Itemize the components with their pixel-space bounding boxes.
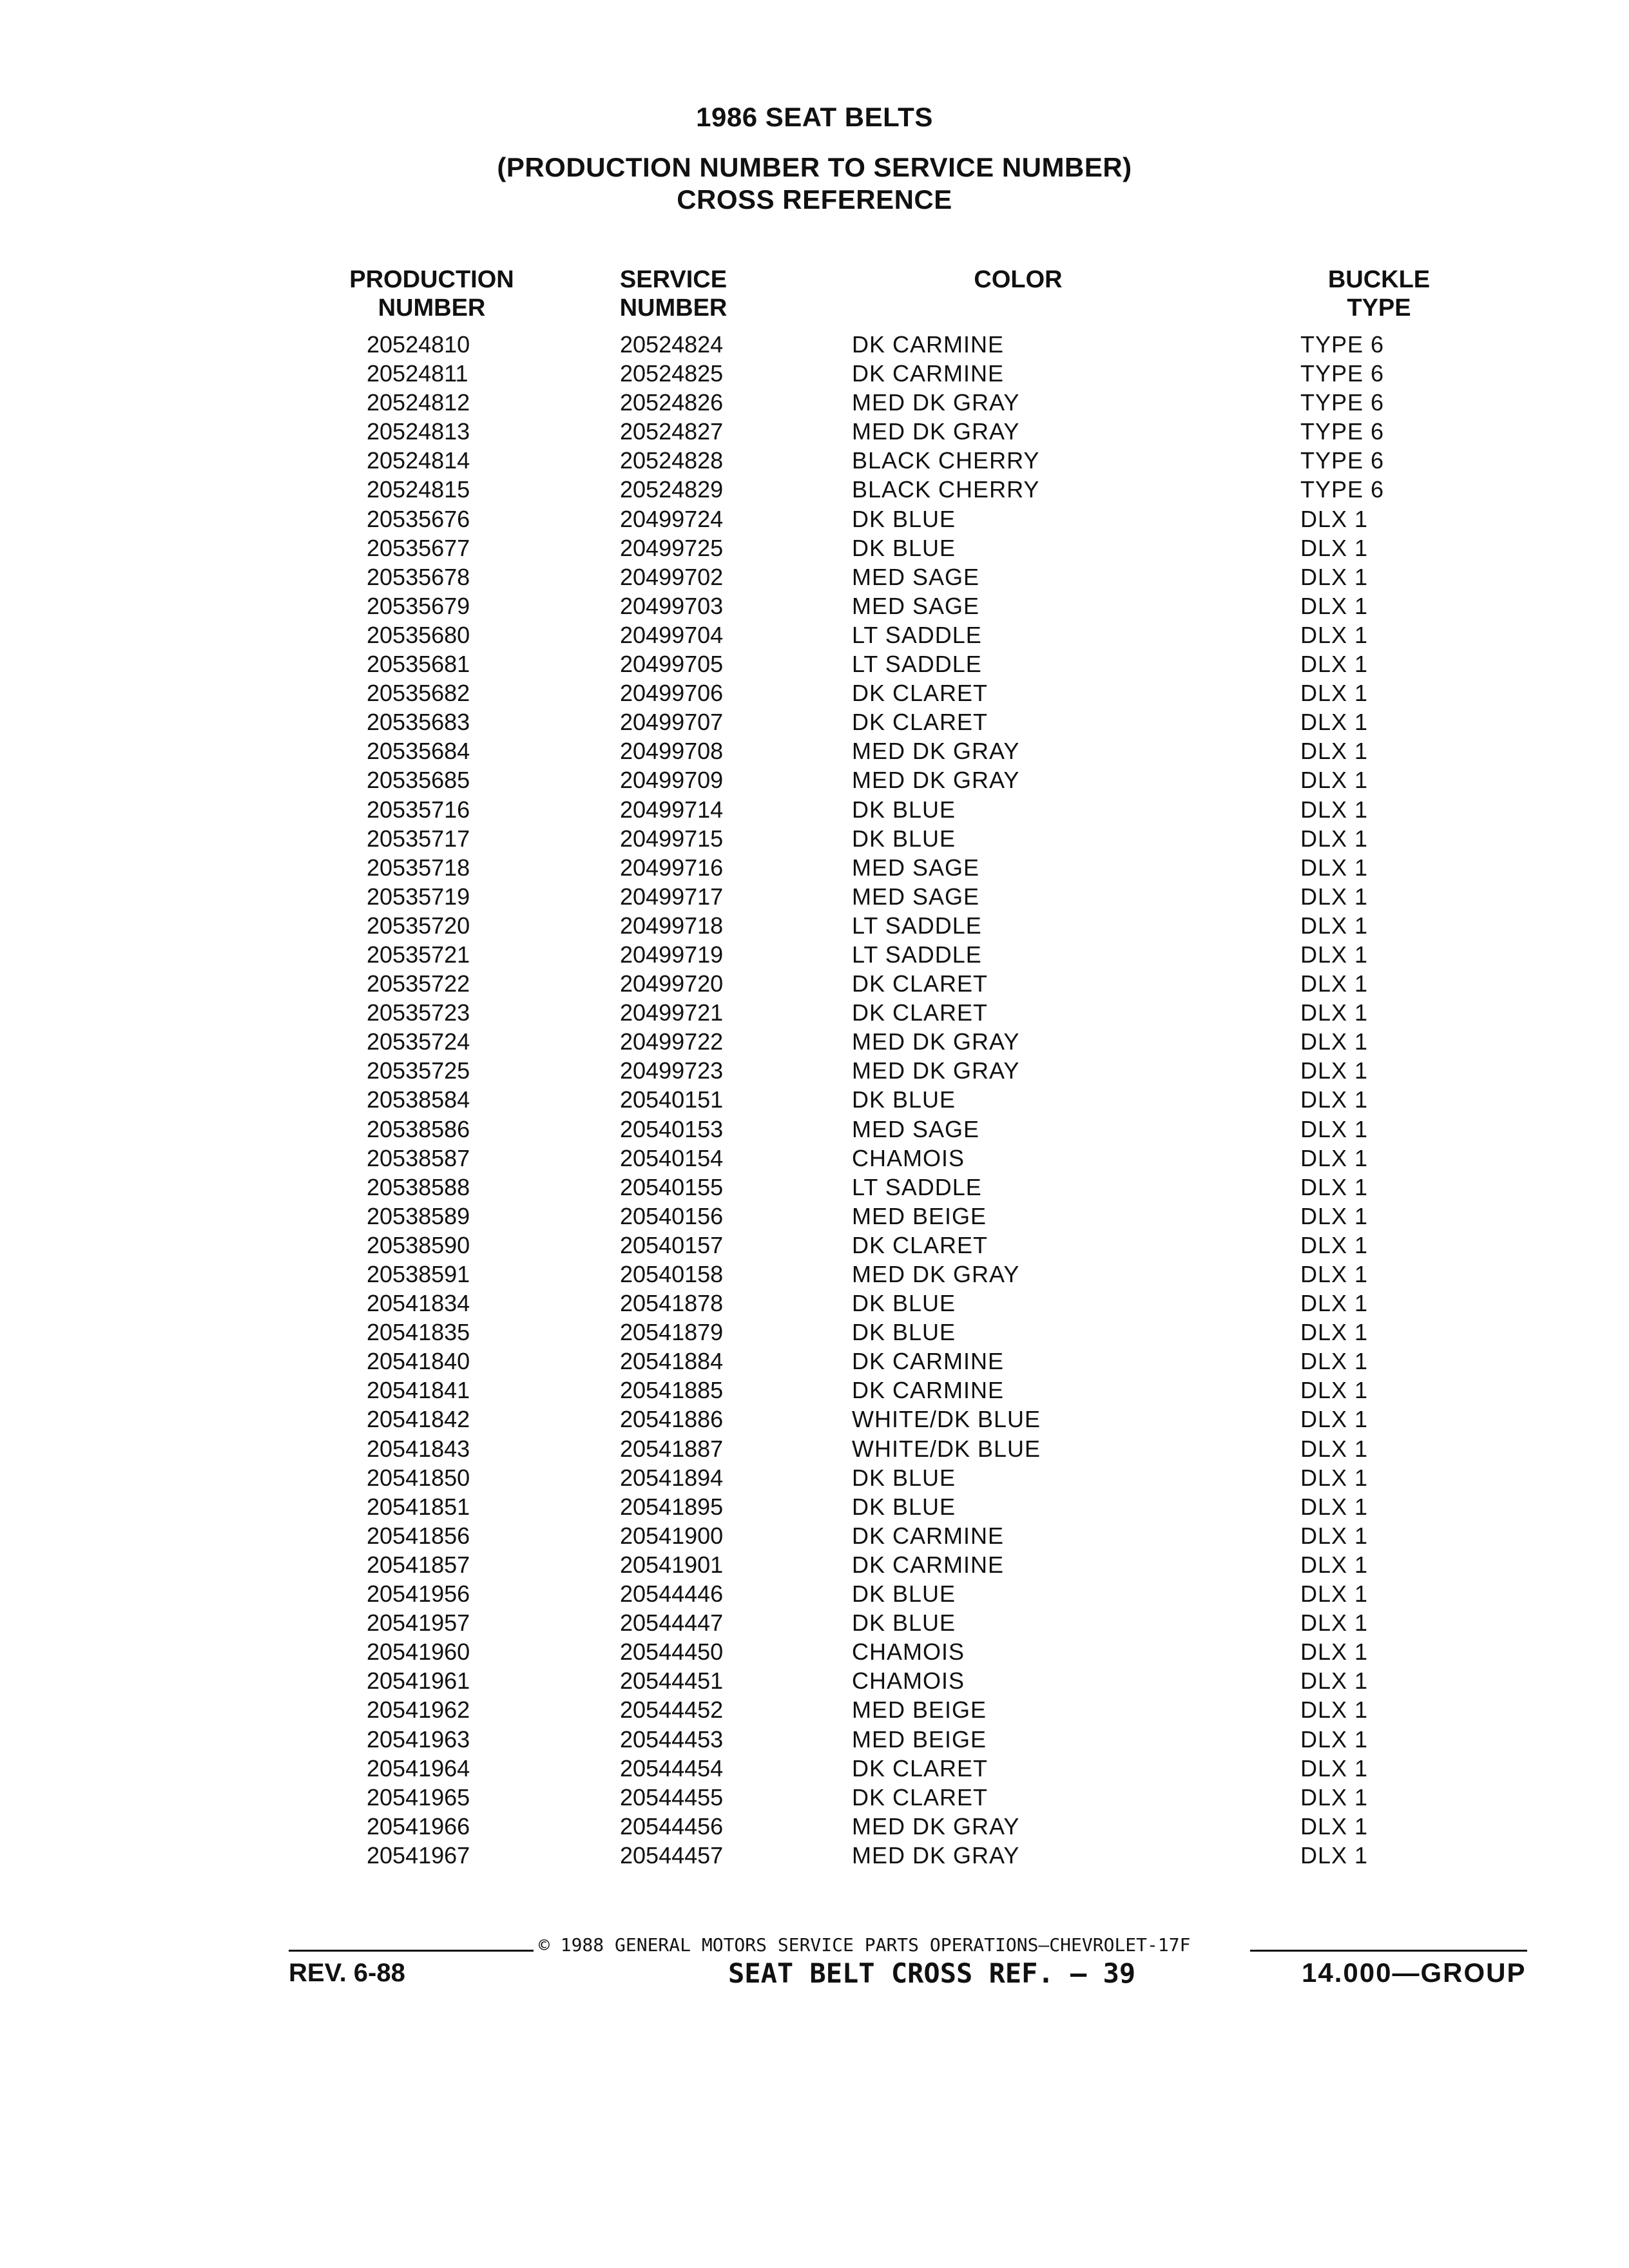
buckle-type-cell: DLX 1 [1300,1319,1369,1346]
table-row [0,649,1629,678]
production-number-cell: 20535683 [367,709,470,736]
buckle-type-cell: DLX 1 [1300,1231,1369,1258]
color-cell: BLACK CHERRY [852,447,1040,474]
production-number-cell: 20541841 [367,1377,470,1404]
production-number-cell: 20541961 [367,1667,470,1695]
service-number-cell: 20499707 [620,709,724,736]
table-row [0,940,1629,969]
color-cell: MED DK GRAY [852,1812,1020,1840]
service-number-cell: 20544452 [620,1696,724,1724]
service-number-cell: 20541900 [620,1522,724,1549]
production-number-cell: 20538590 [367,1231,470,1258]
production-number-cell: 20535720 [367,912,470,939]
service-number-cell: 20544450 [620,1639,724,1666]
buckle-type-cell: DLX 1 [1300,1783,1369,1811]
buckle-type-cell: DLX 1 [1300,1261,1369,1287]
production-number-cell: 20524812 [367,389,470,416]
production-number-cell: 20535719 [367,883,470,910]
service-number-cell: 20499718 [620,912,724,939]
color-cell: DK BLUE [852,1581,956,1608]
buckle-type-cell: DLX 1 [1300,1841,1369,1869]
service-number-cell: 20499720 [620,970,724,997]
color-cell: CHAMOIS [852,1639,965,1666]
table-row [0,1376,1629,1405]
table-row [0,1637,1629,1666]
service-number-cell: 20499715 [620,825,724,852]
service-number-cell: 20544455 [620,1783,724,1811]
service-number-cell: 20544451 [620,1667,724,1695]
table-row [0,388,1629,417]
buckle-type-cell: DLX 1 [1300,970,1369,997]
buckle-type-cell: DLX 1 [1300,738,1369,765]
color-cell: DK CARMINE [852,360,1005,387]
page-name: SEAT BELT CROSS REF. — 39 [728,1957,1136,1989]
color-cell: BLACK CHERRY [852,476,1040,503]
color-cell: DK BLUE [852,825,956,852]
color-cell: DK CLARET [852,1754,988,1782]
service-number-cell: 20541878 [620,1290,724,1317]
color-cell: MED DK GRAY [852,418,1020,445]
table-row [0,1289,1629,1318]
buckle-type-cell: DLX 1 [1300,592,1369,619]
color-cell: MED BEIGE [852,1696,987,1724]
buckle-type-cell: DLX 1 [1300,1086,1369,1113]
color-cell: MED DK GRAY [852,767,1020,794]
service-number-cell: 20499722 [620,1028,724,1055]
table-row [0,533,1629,562]
production-number-cell: 20541967 [367,1841,470,1869]
copyright-notice: © 1988 GENERAL MOTORS SERVICE PARTS OPERATIONS—CHEVROLET-17F [539,1934,1191,1956]
buckle-type-cell: DLX 1 [1300,651,1369,678]
table-row [0,824,1629,853]
table-row [0,1754,1629,1783]
color-cell: DK BLUE [852,1610,956,1637]
color-cell: DK BLUE [852,1493,956,1520]
column-header-production-number [322,265,541,322]
production-number-cell: 20535684 [367,738,470,765]
table-row [0,359,1629,388]
production-number-cell: 20541856 [367,1522,470,1549]
buckle-type-cell: DLX 1 [1300,1522,1369,1549]
production-number-cell: 20524810 [367,331,470,358]
color-cell: DK CLARET [852,1231,988,1258]
footer-rule-right [1250,1950,1527,1952]
color-cell: DK BLUE [852,1319,956,1346]
service-number-cell: 20499714 [620,796,724,823]
page-title: 1986 SEAT BELTS [696,102,933,132]
color-cell: WHITE/DK BLUE [852,1406,1041,1433]
color-cell: DK BLUE [852,796,956,823]
color-cell: MED SAGE [852,592,980,619]
production-number-cell: 20524813 [367,418,470,445]
color-cell: DK CARMINE [852,331,1005,358]
service-number-cell: 20541894 [620,1464,724,1491]
buckle-type-cell: DLX 1 [1300,999,1369,1026]
table-row [0,330,1629,359]
table-row [0,707,1629,736]
color-cell: MED BEIGE [852,1725,987,1753]
table-row [0,1347,1629,1376]
table-row [0,505,1629,533]
table-row [0,1812,1629,1841]
buckle-type-cell: DLX 1 [1300,1754,1369,1782]
service-number-cell: 20499702 [620,563,724,590]
service-number-cell: 20540153 [620,1115,724,1142]
buckle-type-cell: DLX 1 [1300,1057,1369,1084]
production-number-cell: 20535676 [367,505,470,532]
production-number-cell: 20535681 [367,651,470,678]
color-cell: LT SADDLE [852,621,982,648]
service-number-cell: 20541885 [620,1377,724,1404]
buckle-type-cell: TYPE 6 [1300,360,1385,387]
buckle-type-cell: DLX 1 [1300,854,1369,881]
production-number-cell: 20538588 [367,1173,470,1200]
production-number-cell: 20541963 [367,1725,470,1753]
service-number-cell: 20524825 [620,360,724,387]
table-row [0,1173,1629,1202]
buckle-type-cell: DLX 1 [1300,1144,1369,1171]
buckle-type-cell: DLX 1 [1300,883,1369,910]
buckle-type-cell: TYPE 6 [1300,389,1385,416]
column-header-production-line2: NUMBER [378,294,486,322]
color-cell: DK CARMINE [852,1377,1005,1404]
buckle-type-cell: DLX 1 [1300,1348,1369,1375]
buckle-type-cell: TYPE 6 [1300,418,1385,445]
service-number-cell: 20541879 [620,1319,724,1346]
table-row [0,969,1629,998]
table-row [0,911,1629,940]
production-number-cell: 20541966 [367,1812,470,1840]
service-number-cell: 20524827 [620,418,724,445]
service-number-cell: 20499717 [620,883,724,910]
color-cell: MED SAGE [852,1115,980,1142]
production-number-cell: 20535717 [367,825,470,852]
buckle-type-cell: DLX 1 [1300,912,1369,939]
table-row [0,1463,1629,1492]
color-cell: MED DK GRAY [852,1261,1020,1287]
table-row [0,1027,1629,1056]
buckle-type-cell: TYPE 6 [1300,331,1385,358]
service-number-cell: 20499721 [620,999,724,1026]
production-number-cell: 20538589 [367,1202,470,1229]
buckle-type-cell: DLX 1 [1300,534,1369,561]
production-number-cell: 20524811 [367,360,468,387]
buckle-type-cell: DLX 1 [1300,1667,1369,1695]
buckle-type-cell: DLX 1 [1300,825,1369,852]
buckle-type-cell: DLX 1 [1300,505,1369,532]
color-cell: DK BLUE [852,1086,956,1113]
color-cell: DK CLARET [852,999,988,1026]
table-row [0,1144,1629,1173]
production-number-cell: 20541835 [367,1319,470,1346]
color-cell: CHAMOIS [852,1667,965,1695]
production-number-cell: 20535722 [367,970,470,997]
production-number-cell: 20541843 [367,1435,470,1462]
service-number-cell: 20499719 [620,941,724,968]
table-row [0,620,1629,649]
color-cell: LT SADDLE [852,941,982,968]
production-number-cell: 20541840 [367,1348,470,1375]
column-header-service-line1: SERVICE [619,266,728,293]
service-number-cell: 20524824 [620,331,724,358]
service-number-cell: 20544454 [620,1754,724,1782]
color-cell: MED SAGE [852,854,980,881]
service-number-cell: 20524829 [620,476,724,503]
production-number-cell: 20524814 [367,447,470,474]
table-row [0,1202,1629,1231]
color-cell: DK CARMINE [852,1522,1005,1549]
revision-label: REV. 6-88 [289,1959,405,1987]
production-number-cell: 20541960 [367,1639,470,1666]
service-number-cell: 20499725 [620,534,724,561]
buckle-type-cell: DLX 1 [1300,621,1369,648]
color-cell: MED DK GRAY [852,389,1020,416]
column-header-buckle-type [1295,265,1463,322]
table-row [0,591,1629,620]
service-number-cell: 20499703 [620,592,724,619]
buckle-type-cell: DLX 1 [1300,1464,1369,1491]
table-row [0,853,1629,882]
color-cell: CHAMOIS [852,1144,965,1171]
buckle-type-cell: DLX 1 [1300,680,1369,707]
color-cell: MED DK GRAY [852,738,1020,765]
buckle-type-cell: DLX 1 [1300,1639,1369,1666]
production-number-cell: 20538591 [367,1261,470,1287]
production-number-cell: 20524815 [367,476,470,503]
color-cell: DK BLUE [852,1464,956,1491]
buckle-type-cell: DLX 1 [1300,1115,1369,1142]
table-row [0,1521,1629,1550]
service-number-cell: 20540154 [620,1144,724,1171]
service-number-cell: 20544446 [620,1581,724,1608]
production-number-cell: 20535682 [367,680,470,707]
buckle-type-cell: DLX 1 [1300,1377,1369,1404]
production-number-cell: 20538587 [367,1144,470,1171]
table-row [0,1434,1629,1463]
color-cell: DK CLARET [852,680,988,707]
production-number-cell: 20541957 [367,1610,470,1637]
column-header-production-line1: PRODUCTION [349,266,514,293]
buckle-type-cell: DLX 1 [1300,563,1369,590]
service-number-cell: 20499724 [620,505,724,532]
table-row [0,1405,1629,1434]
buckle-type-cell: DLX 1 [1300,1551,1369,1578]
table-row [0,1318,1629,1347]
service-number-cell: 20499705 [620,651,724,678]
buckle-type-cell: DLX 1 [1300,1725,1369,1753]
column-header-buckle-line1: BUCKLE [1327,266,1431,293]
group-label: 14.000—GROUP [1302,1957,1527,1988]
service-number-cell: 20540151 [620,1086,724,1113]
table-row [0,562,1629,591]
buckle-type-cell: DLX 1 [1300,1028,1369,1055]
production-number-cell: 20538584 [367,1086,470,1113]
color-cell: DK CARMINE [852,1551,1005,1578]
production-number-cell: 20535723 [367,999,470,1026]
buckle-type-cell: DLX 1 [1300,1812,1369,1840]
color-cell: DK CLARET [852,709,988,736]
service-number-cell: 20541895 [620,1493,724,1520]
production-number-cell: 20535679 [367,592,470,619]
production-number-cell: 20541842 [367,1406,470,1433]
production-number-cell: 20535685 [367,767,470,794]
buckle-type-cell: DLX 1 [1300,1290,1369,1317]
column-header-service-number [574,265,773,322]
table-row [0,1085,1629,1114]
column-header-color-line1: COLOR [974,266,1063,293]
table-row [0,998,1629,1027]
table-row [0,1260,1629,1289]
table-row [0,1783,1629,1812]
column-header-service-line2: NUMBER [619,294,728,322]
buckle-type-cell: DLX 1 [1300,1435,1369,1462]
table-row [0,1056,1629,1085]
service-number-cell: 20499716 [620,854,724,881]
table-row [0,1492,1629,1521]
production-number-cell: 20541857 [367,1551,470,1578]
color-cell: LT SADDLE [852,1173,982,1200]
buckle-type-cell: DLX 1 [1300,1581,1369,1608]
table-row [0,446,1629,475]
color-cell: DK CLARET [852,970,988,997]
production-number-cell: 20535724 [367,1028,470,1055]
production-number-cell: 20535721 [367,941,470,968]
table-row [0,475,1629,504]
buckle-type-cell: DLX 1 [1300,1406,1369,1433]
table-row [0,882,1629,911]
production-number-cell: 20535677 [367,534,470,561]
service-number-cell: 20544456 [620,1812,724,1840]
table-row [0,417,1629,446]
table-row [0,1666,1629,1695]
column-header-color [921,265,1115,294]
buckle-type-cell: DLX 1 [1300,796,1369,823]
service-number-cell: 20541901 [620,1551,724,1578]
production-number-cell: 20535680 [367,621,470,648]
table-row [0,795,1629,824]
production-number-cell: 20541850 [367,1464,470,1491]
table-row [0,1608,1629,1637]
production-number-cell: 20535716 [367,796,470,823]
service-number-cell: 20499723 [620,1057,724,1084]
table-row [0,1550,1629,1579]
table-row [0,1115,1629,1144]
color-cell: MED DK GRAY [852,1028,1020,1055]
table-row [0,1231,1629,1260]
color-cell: MED SAGE [852,883,980,910]
table-row [0,765,1629,794]
page-subtitle: (PRODUCTION NUMBER TO SERVICE NUMBER) [497,152,1132,182]
color-cell: MED DK GRAY [852,1057,1020,1084]
service-number-cell: 20544457 [620,1841,724,1869]
production-number-cell: 20541962 [367,1696,470,1724]
service-number-cell: 20540157 [620,1231,724,1258]
table-row [0,678,1629,707]
buckle-type-cell: DLX 1 [1300,1173,1369,1200]
buckle-type-cell: DLX 1 [1300,1493,1369,1520]
production-number-cell: 20541851 [367,1493,470,1520]
production-number-cell: 20538586 [367,1115,470,1142]
cross-reference-table [0,330,1629,1870]
buckle-type-cell: TYPE 6 [1300,476,1385,503]
service-number-cell: 20544447 [620,1610,724,1637]
buckle-type-cell: DLX 1 [1300,709,1369,736]
column-header-buckle-line2: TYPE [1347,294,1411,322]
service-number-cell: 20499704 [620,621,724,648]
production-number-cell: 20541956 [367,1581,470,1608]
color-cell: MED DK GRAY [852,1841,1020,1869]
color-cell: LT SADDLE [852,912,982,939]
buckle-type-cell: DLX 1 [1300,1610,1369,1637]
table-row [0,1579,1629,1608]
service-number-cell: 20499708 [620,738,724,765]
buckle-type-cell: TYPE 6 [1300,447,1385,474]
table-row [0,1695,1629,1724]
table-row [0,1725,1629,1754]
footer-rule-left [289,1950,534,1952]
service-number-cell: 20541886 [620,1406,724,1433]
color-cell: LT SADDLE [852,651,982,678]
buckle-type-cell: DLX 1 [1300,767,1369,794]
service-number-cell: 20540158 [620,1261,724,1287]
production-number-cell: 20541965 [367,1783,470,1811]
color-cell: MED BEIGE [852,1202,987,1229]
color-cell: MED SAGE [852,563,980,590]
color-cell: DK CLARET [852,1783,988,1811]
production-number-cell: 20535725 [367,1057,470,1084]
production-number-cell: 20541834 [367,1290,470,1317]
buckle-type-cell: DLX 1 [1300,941,1369,968]
color-cell: DK BLUE [852,534,956,561]
service-number-cell: 20499706 [620,680,724,707]
color-cell: WHITE/DK BLUE [852,1435,1041,1462]
service-number-cell: 20540155 [620,1173,724,1200]
color-cell: DK BLUE [852,505,956,532]
service-number-cell: 20541887 [620,1435,724,1462]
service-number-cell: 20524826 [620,389,724,416]
service-number-cell: 20544453 [620,1725,724,1753]
service-number-cell: 20499709 [620,767,724,794]
color-cell: DK BLUE [852,1290,956,1317]
service-number-cell: 20541884 [620,1348,724,1375]
service-number-cell: 20524828 [620,447,724,474]
production-number-cell: 20541964 [367,1754,470,1782]
service-number-cell: 20540156 [620,1202,724,1229]
page-subtitle-cross-reference: CROSS REFERENCE [677,184,952,215]
buckle-type-cell: DLX 1 [1300,1696,1369,1724]
buckle-type-cell: DLX 1 [1300,1202,1369,1229]
production-number-cell: 20535678 [367,563,470,590]
table-row [0,736,1629,765]
table-row [0,1841,1629,1870]
color-cell: DK CARMINE [852,1348,1005,1375]
production-number-cell: 20535718 [367,854,470,881]
